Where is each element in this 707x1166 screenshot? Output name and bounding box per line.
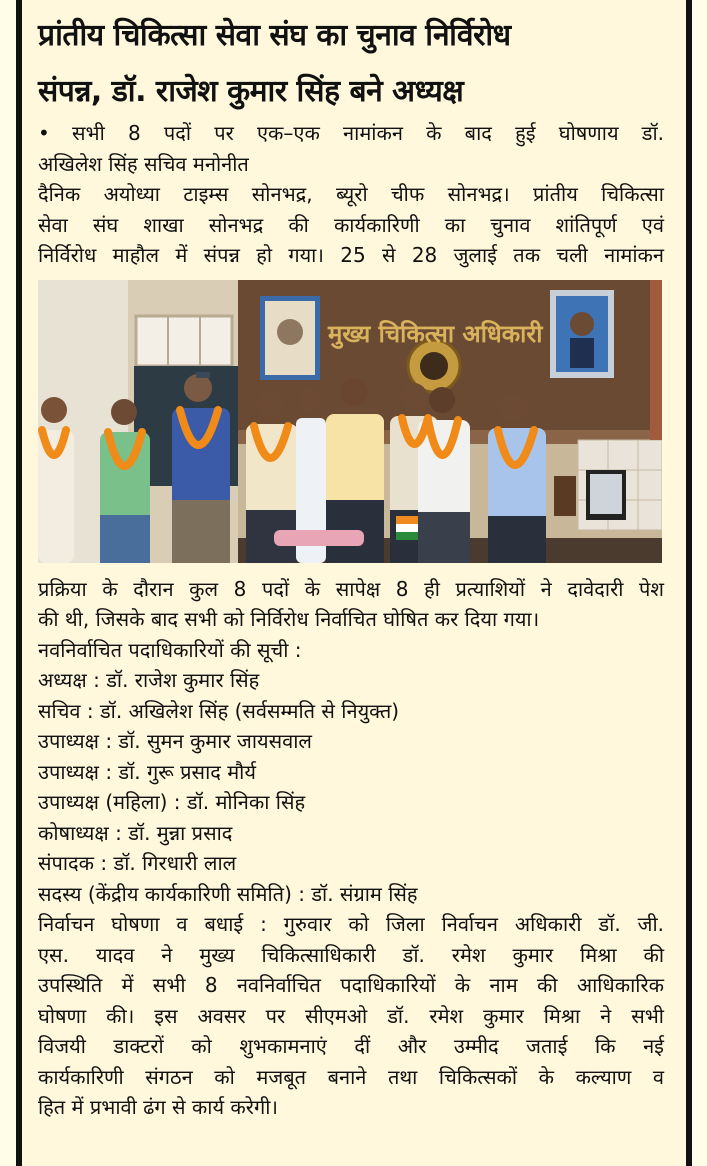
intro-line: सेवा संघ शाखा सोनभद्र की कार्यकारिणी का चुनाव शांतिपूर्ण एवं — [38, 212, 664, 237]
bullet-line-2: अखिलेश सिंह सचिव मनोनीत — [38, 151, 249, 176]
officers-list-item: सदस्य (केंद्रीय कार्यकारिणी समिति) : डॉ. संग्राम सिंह — [38, 881, 418, 906]
body-line: की थी, जिसके बाद सभी को निर्विरोध निर्वाचित घोषित कर दिया गया। — [38, 607, 540, 631]
headline — [38, 8, 664, 120]
bullet-point — [38, 118, 664, 149]
closing-line: उपस्थिति में सभी 8 नवनिर्वाचित पदाधिकारियों के नाम की आधिकारिक — [38, 973, 664, 997]
headline-line-1: प्रांतीय चिकित्सा सेवा संघ का चुनाव निर्विरोध — [38, 18, 511, 53]
closing-line: कार्यकारिणी संगठन को मजबूत बनाने तथा चिकित्सकों के कल्याण व — [38, 1064, 664, 1089]
officers-list-heading: नवनिर्वाचित पदाधिकारियों की सूची : — [38, 637, 302, 662]
body-line: प्रक्रिया के दौरान कुल 8 पदों के सापेक्ष 8 ही प्रत्याशियों ने दावेदारी पेश — [38, 576, 664, 601]
bullet-point-cont — [38, 149, 664, 180]
intro-line: निर्विरोध माहौल में संपन्न हो गया। 25 से 28 जुलाई तक चली नामांकन — [38, 243, 664, 267]
wall-sign-text: मुख्य चिकित्सा अधिकारी — [328, 319, 543, 348]
group-photo — [38, 280, 662, 563]
bullet-line-1: सभी 8 पदों पर एक–एक नामांकन के बाद हुई घोषणाय डॉ. — [72, 121, 664, 145]
officers-list-item: सचिव : डॉ. अखिलेश सिंह (सर्वसम्मति से नियुक्त) — [38, 698, 400, 723]
closing-line: विजयी डाक्टरों को शुभकामनाएं दीं और उम्मीद जताई कि नई — [38, 1034, 664, 1058]
officers-list-item: संपादक : डॉ. गिरधारी लाल — [38, 851, 237, 875]
officers-list-item: उपाध्यक्ष : डॉ. सुमन कुमार जायसवाल — [38, 729, 312, 753]
closing-line: निर्वाचन घोषणा व बधाई : गुरुवार को जिला निर्वाचन अधिकारी डॉ. जी. — [38, 912, 664, 936]
group-photo-illustration — [38, 280, 662, 563]
closing-line: एस. यादव ने मुख्य चिकित्साधिकारी डॉ. रमेश कुमार मिश्रा की — [38, 942, 664, 967]
officers-list-item: उपाध्यक्ष (महिला) : डॉ. मोनिका सिंह — [38, 790, 306, 814]
headline-line-2: संपन्न, डॉ. राजेश कुमार सिंह बने अध्यक्ष — [38, 74, 464, 109]
officers-list-item: उपाध्यक्ष : डॉ. गुरू प्रसाद मौर्य — [38, 759, 256, 784]
closing-line: घोषणा की। इस अवसर पर सीएमओ डॉ. रमेश कुमार मिश्रा ने सभी — [38, 1003, 664, 1028]
officers-list-item: कोषाध्यक्ष : डॉ. मुन्ना प्रसाद — [38, 820, 233, 845]
flag-icon — [396, 516, 418, 540]
article — [38, 0, 664, 1123]
officers-list-item: अध्यक्ष : डॉ. राजेश कुमार सिंह — [38, 668, 260, 692]
intro-line: दैनिक अयोध्या टाइम्स सोनभद्र, ब्यूरो चीफ सोनभद्र। प्रांतीय चिकित्सा — [38, 182, 664, 206]
closing-line: हित में प्रभावी ढंग से कार्य करेगी। — [38, 1095, 278, 1119]
bullet-icon: • — [38, 121, 50, 145]
